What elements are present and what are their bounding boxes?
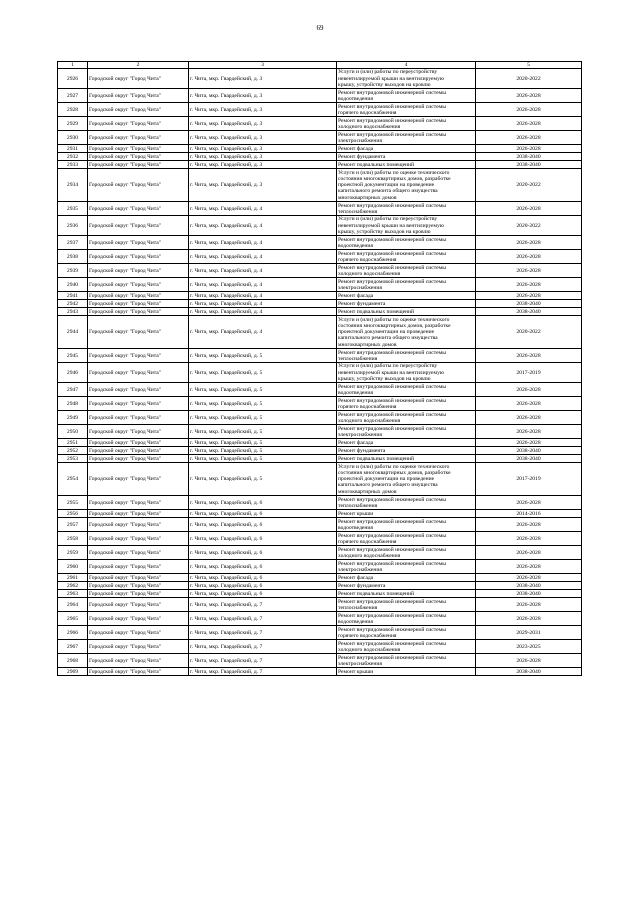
page-number: 69 xyxy=(316,24,324,32)
row-number-cell: 2936 xyxy=(58,216,88,236)
municipality-cell: Городской округ "Город Чита" xyxy=(88,69,189,89)
period-cell: 2026-2028 xyxy=(476,532,582,546)
work-type-cell: Ремонт крыши xyxy=(337,510,476,518)
period-cell: 2038-2040 xyxy=(476,582,582,590)
column-header: 4 xyxy=(337,62,476,69)
table-row xyxy=(58,439,582,447)
period-cell: 2026-2028 xyxy=(476,598,582,612)
row-number-cell: 2969 xyxy=(58,668,88,676)
table-row xyxy=(58,546,582,560)
row-number-cell: 2944 xyxy=(58,316,88,349)
table-row xyxy=(58,145,582,153)
address-cell: г. Чита, мкр. Гвардейский, д. 4 xyxy=(189,308,337,316)
address-cell: г. Чита, мкр. Гвардейский, д. 4 xyxy=(189,264,337,278)
work-type-cell: Ремонт фундамента xyxy=(337,300,476,308)
municipality-cell: Городской округ "Город Чита" xyxy=(88,518,189,532)
period-cell: 2029-2031 xyxy=(476,626,582,640)
municipality-cell: Городской округ "Город Чита" xyxy=(88,668,189,676)
row-number-cell: 2949 xyxy=(58,411,88,425)
period-cell: 2026-2028 xyxy=(476,518,582,532)
table-row xyxy=(58,590,582,598)
address-cell: г. Чита, мкр. Гвардейский, д. 3 xyxy=(189,161,337,169)
work-type-cell: Ремонт внутридомовой инженерной системы горячего водоснабжения xyxy=(337,397,476,411)
address-cell: г. Чита, мкр. Гвардейский, д. 5 xyxy=(189,411,337,425)
row-number-cell: 2937 xyxy=(58,236,88,250)
table-row xyxy=(58,278,582,292)
period-cell: 2026-2028 xyxy=(476,292,582,300)
table-row xyxy=(58,612,582,626)
work-type-cell: Ремонт внутридомовой инженерной системы холодного водоснабжения xyxy=(337,411,476,425)
address-cell: г. Чита, мкр. Гвардейский, д. 4 xyxy=(189,202,337,216)
period-cell: 2020-2022 xyxy=(476,216,582,236)
period-cell: 2026-2028 xyxy=(476,145,582,153)
address-cell: г. Чита, мкр. Гвардейский, д. 6 xyxy=(189,510,337,518)
row-number-cell: 2958 xyxy=(58,532,88,546)
period-cell: 2038-2040 xyxy=(476,447,582,455)
work-type-cell: Ремонт внутридомовой инженерной системы водоотведения xyxy=(337,612,476,626)
address-cell: г. Чита, мкр. Гвардейский, д. 5 xyxy=(189,447,337,455)
work-type-cell: Услуги и (или) работы по оценке технического состояния многоквартирных домов, разработке проектной документации на проведение капитального ремонта общего имущества многоквартирных домов xyxy=(337,463,476,496)
period-cell: 2026-2028 xyxy=(476,250,582,264)
period-cell: 2017-2019 xyxy=(476,363,582,383)
work-type-cell: Ремонт подвальных помещений xyxy=(337,590,476,598)
work-type-cell: Ремонт внутридомовой инженерной системы электроснабжения xyxy=(337,560,476,574)
table-row xyxy=(58,292,582,300)
work-type-cell: Ремонт подвальных помещений xyxy=(337,455,476,463)
work-type-cell: Ремонт фасада xyxy=(337,574,476,582)
row-number-cell: 2932 xyxy=(58,153,88,161)
work-type-cell: Ремонт внутридомовой инженерной системы холодного водоснабжения xyxy=(337,546,476,560)
row-number-cell: 2952 xyxy=(58,447,88,455)
table-row xyxy=(58,560,582,574)
table-row xyxy=(58,455,582,463)
period-cell: 2026-2028 xyxy=(476,612,582,626)
row-number-cell: 2947 xyxy=(58,383,88,397)
work-type-cell: Ремонт внутридомовой инженерной системы горячего водоснабжения xyxy=(337,626,476,640)
period-cell: 2026-2028 xyxy=(476,439,582,447)
address-cell: г. Чита, мкр. Гвардейский, д. 6 xyxy=(189,532,337,546)
row-number-cell: 2927 xyxy=(58,89,88,103)
table-row xyxy=(58,131,582,145)
row-number-cell: 2951 xyxy=(58,439,88,447)
table-row xyxy=(58,316,582,349)
period-cell: 2026-2028 xyxy=(476,103,582,117)
period-cell: 2026-2028 xyxy=(476,496,582,510)
municipality-cell: Городской округ "Город Чита" xyxy=(88,383,189,397)
column-header: 5 xyxy=(476,62,582,69)
period-cell: 2038-2040 xyxy=(476,308,582,316)
repair-program-table xyxy=(57,61,582,676)
municipality-cell: Городской округ "Город Чита" xyxy=(88,439,189,447)
period-cell: 2026-2028 xyxy=(476,411,582,425)
period-cell: 2017-2019 xyxy=(476,463,582,496)
address-cell: г. Чита, мкр. Гвардейский, д. 4 xyxy=(189,216,337,236)
work-type-cell: Ремонт внутридомовой инженерной системы электроснабжения xyxy=(337,425,476,439)
period-cell: 2026-2028 xyxy=(476,349,582,363)
address-cell: г. Чита, мкр. Гвардейский, д. 5 xyxy=(189,349,337,363)
period-cell: 2026-2028 xyxy=(476,89,582,103)
table-row xyxy=(58,496,582,510)
address-cell: г. Чита, мкр. Гвардейский, д. 6 xyxy=(189,496,337,510)
period-cell: 2038-2040 xyxy=(476,590,582,598)
municipality-cell: Городской округ "Город Чита" xyxy=(88,300,189,308)
municipality-cell: Городской округ "Город Чита" xyxy=(88,145,189,153)
work-type-cell: Услуги и (или) работы по переустройству невентилируемой крыши на вентилируемую крышу, устройству выходов на кровлю xyxy=(337,363,476,383)
period-cell: 2038-2040 xyxy=(476,455,582,463)
work-type-cell: Ремонт подвальных помещений xyxy=(337,161,476,169)
municipality-cell: Городской округ "Город Чита" xyxy=(88,169,189,202)
municipality-cell: Городской округ "Город Чита" xyxy=(88,455,189,463)
municipality-cell: Городской округ "Город Чита" xyxy=(88,425,189,439)
address-cell: г. Чита, мкр. Гвардейский, д. 5 xyxy=(189,455,337,463)
address-cell: г. Чита, мкр. Гвардейский, д. 4 xyxy=(189,250,337,264)
table-row xyxy=(58,161,582,169)
work-type-cell: Ремонт фундамента xyxy=(337,447,476,455)
table-row xyxy=(58,236,582,250)
municipality-cell: Городской округ "Город Чита" xyxy=(88,510,189,518)
work-type-cell: Ремонт внутридомовой инженерной системы электроснабжения xyxy=(337,278,476,292)
table-row xyxy=(58,117,582,131)
period-cell: 2026-2028 xyxy=(476,131,582,145)
municipality-cell: Городской округ "Город Чита" xyxy=(88,546,189,560)
municipality-cell: Городской округ "Город Чита" xyxy=(88,397,189,411)
table-row xyxy=(58,411,582,425)
column-header: 1 xyxy=(58,62,88,69)
table-body xyxy=(58,69,582,676)
period-cell: 2026-2028 xyxy=(476,654,582,668)
period-cell: 2026-2028 xyxy=(476,117,582,131)
municipality-cell: Городской округ "Город Чита" xyxy=(88,117,189,131)
table-row xyxy=(58,383,582,397)
row-number-cell: 2959 xyxy=(58,546,88,560)
row-number-cell: 2940 xyxy=(58,278,88,292)
municipality-cell: Городской округ "Город Чита" xyxy=(88,590,189,598)
address-cell: г. Чита, мкр. Гвардейский, д. 4 xyxy=(189,292,337,300)
row-number-cell: 2933 xyxy=(58,161,88,169)
address-cell: г. Чита, мкр. Гвардейский, д. 4 xyxy=(189,236,337,250)
address-cell: г. Чита, мкр. Гвардейский, д. 7 xyxy=(189,598,337,612)
address-cell: г. Чита, мкр. Гвардейский, д. 7 xyxy=(189,612,337,626)
work-type-cell: Ремонт крыши xyxy=(337,668,476,676)
municipality-cell: Городской округ "Город Чита" xyxy=(88,250,189,264)
table-row xyxy=(58,532,582,546)
work-type-cell: Ремонт внутридомовой инженерной системы холодного водоснабжения xyxy=(337,640,476,654)
period-cell: 2026-2028 xyxy=(476,546,582,560)
municipality-cell: Городской округ "Город Чита" xyxy=(88,236,189,250)
row-number-cell: 2950 xyxy=(58,425,88,439)
row-number-cell: 2931 xyxy=(58,145,88,153)
row-number-cell: 2956 xyxy=(58,510,88,518)
municipality-cell: Городской округ "Город Чита" xyxy=(88,264,189,278)
row-number-cell: 2935 xyxy=(58,202,88,216)
period-cell: 2026-2028 xyxy=(476,236,582,250)
municipality-cell: Городской округ "Город Чита" xyxy=(88,582,189,590)
municipality-cell: Городской округ "Город Чита" xyxy=(88,532,189,546)
municipality-cell: Городской округ "Город Чита" xyxy=(88,349,189,363)
period-cell: 2026-2028 xyxy=(476,574,582,582)
table-row xyxy=(58,308,582,316)
address-cell: г. Чита, мкр. Гвардейский, д. 6 xyxy=(189,590,337,598)
table-row xyxy=(58,264,582,278)
address-cell: г. Чита, мкр. Гвардейский, д. 5 xyxy=(189,439,337,447)
work-type-cell: Ремонт внутридомовой инженерной системы горячего водоснабжения xyxy=(337,103,476,117)
work-type-cell: Ремонт внутридомовой инженерной системы водоотведения xyxy=(337,383,476,397)
address-cell: г. Чита, мкр. Гвардейский, д. 3 xyxy=(189,69,337,89)
table-row xyxy=(58,518,582,532)
address-cell: г. Чита, мкр. Гвардейский, д. 3 xyxy=(189,117,337,131)
table-row xyxy=(58,640,582,654)
address-cell: г. Чита, мкр. Гвардейский, д. 3 xyxy=(189,153,337,161)
row-number-cell: 2966 xyxy=(58,626,88,640)
address-cell: г. Чита, мкр. Гвардейский, д. 4 xyxy=(189,316,337,349)
municipality-cell: Городской округ "Город Чита" xyxy=(88,654,189,668)
table-row xyxy=(58,510,582,518)
row-number-cell: 2965 xyxy=(58,612,88,626)
work-type-cell: Ремонт фундамента xyxy=(337,153,476,161)
address-cell: г. Чита, мкр. Гвардейский, д. 7 xyxy=(189,640,337,654)
address-cell: г. Чита, мкр. Гвардейский, д. 3 xyxy=(189,145,337,153)
table-row xyxy=(58,626,582,640)
address-cell: г. Чита, мкр. Гвардейский, д. 3 xyxy=(189,169,337,202)
work-type-cell: Ремонт фасада xyxy=(337,439,476,447)
work-type-cell: Ремонт внутридомовой инженерной системы водоотведения xyxy=(337,236,476,250)
table-row xyxy=(58,169,582,202)
address-cell: г. Чита, мкр. Гвардейский, д. 6 xyxy=(189,518,337,532)
work-type-cell: Услуги и (или) работы по оценке технического состояния многоквартирных домов, разработке проектной документации на проведение капитального ремонта общего имущества многоквартирных домов xyxy=(337,169,476,202)
work-type-cell: Ремонт внутридомовой инженерной системы холодного водоснабжения xyxy=(337,264,476,278)
municipality-cell: Городской округ "Город Чита" xyxy=(88,316,189,349)
address-cell: г. Чита, мкр. Гвардейский, д. 5 xyxy=(189,383,337,397)
row-number-cell: 2953 xyxy=(58,455,88,463)
period-cell: 2020-2022 xyxy=(476,169,582,202)
address-cell: г. Чита, мкр. Гвардейский, д. 5 xyxy=(189,425,337,439)
period-cell: 2026-2028 xyxy=(476,397,582,411)
work-type-cell: Ремонт внутридомовой инженерной системы теплоснабжения xyxy=(337,496,476,510)
address-cell: г. Чита, мкр. Гвардейский, д. 5 xyxy=(189,363,337,383)
table-row xyxy=(58,216,582,236)
table-row xyxy=(58,349,582,363)
work-type-cell: Услуги и (или) работы по переустройству невентилируемой крыши на вентилируемую крышу, устройству выходов на кровлю xyxy=(337,216,476,236)
table-row xyxy=(58,397,582,411)
address-cell: г. Чита, мкр. Гвардейский, д. 7 xyxy=(189,668,337,676)
table-row xyxy=(58,250,582,264)
address-cell: г. Чита, мкр. Гвардейский, д. 5 xyxy=(189,397,337,411)
table-row xyxy=(58,363,582,383)
work-type-cell: Ремонт фасада xyxy=(337,292,476,300)
column-header: 2 xyxy=(88,62,189,69)
row-number-cell: 2964 xyxy=(58,598,88,612)
table-header-row xyxy=(58,62,582,69)
period-cell: 2038-2040 xyxy=(476,161,582,169)
municipality-cell: Городской округ "Город Чита" xyxy=(88,411,189,425)
row-number-cell: 2943 xyxy=(58,308,88,316)
table-row xyxy=(58,89,582,103)
address-cell: г. Чита, мкр. Гвардейский, д. 6 xyxy=(189,574,337,582)
address-cell: г. Чита, мкр. Гвардейский, д. 7 xyxy=(189,654,337,668)
row-number-cell: 2939 xyxy=(58,264,88,278)
row-number-cell: 2929 xyxy=(58,117,88,131)
table-row xyxy=(58,654,582,668)
period-cell: 2026-2028 xyxy=(476,425,582,439)
municipality-cell: Городской округ "Город Чита" xyxy=(88,447,189,455)
address-cell: г. Чита, мкр. Гвардейский, д. 7 xyxy=(189,626,337,640)
municipality-cell: Городской округ "Город Чита" xyxy=(88,560,189,574)
row-number-cell: 2926 xyxy=(58,69,88,89)
period-cell: 2038-2040 xyxy=(476,668,582,676)
work-type-cell: Ремонт фасада xyxy=(337,145,476,153)
row-number-cell: 2955 xyxy=(58,496,88,510)
table-row xyxy=(58,574,582,582)
work-type-cell: Услуги и (или) работы по оценке технического состояния многоквартирных домов, разработке проектной документации на проведение капитального ремонта общего имущества многоквартирных домов xyxy=(337,316,476,349)
period-cell: 2038-2040 xyxy=(476,153,582,161)
work-type-cell: Ремонт внутридомовой инженерной системы горячего водоснабжения xyxy=(337,250,476,264)
address-cell: г. Чита, мкр. Гвардейский, д. 3 xyxy=(189,103,337,117)
row-number-cell: 2968 xyxy=(58,654,88,668)
row-number-cell: 2948 xyxy=(58,397,88,411)
work-type-cell: Ремонт внутридомовой инженерной системы холодного водоснабжения xyxy=(337,117,476,131)
municipality-cell: Городской округ "Город Чита" xyxy=(88,574,189,582)
row-number-cell: 2946 xyxy=(58,363,88,383)
municipality-cell: Городской округ "Город Чита" xyxy=(88,640,189,654)
municipality-cell: Городской округ "Город Чита" xyxy=(88,103,189,117)
municipality-cell: Городской округ "Город Чита" xyxy=(88,463,189,496)
row-number-cell: 2928 xyxy=(58,103,88,117)
row-number-cell: 2967 xyxy=(58,640,88,654)
municipality-cell: Городской округ "Город Чита" xyxy=(88,278,189,292)
work-type-cell: Ремонт подвальных помещений xyxy=(337,308,476,316)
table-row xyxy=(58,582,582,590)
municipality-cell: Городской округ "Город Чита" xyxy=(88,363,189,383)
municipality-cell: Городской округ "Город Чита" xyxy=(88,292,189,300)
row-number-cell: 2960 xyxy=(58,560,88,574)
row-number-cell: 2963 xyxy=(58,590,88,598)
work-type-cell: Ремонт внутридомовой инженерной системы водоотведения xyxy=(337,518,476,532)
row-number-cell: 2957 xyxy=(58,518,88,532)
table-row xyxy=(58,598,582,612)
row-number-cell: 2934 xyxy=(58,169,88,202)
municipality-cell: Городской округ "Город Чита" xyxy=(88,202,189,216)
address-cell: г. Чита, мкр. Гвардейский, д. 6 xyxy=(189,560,337,574)
municipality-cell: Городской округ "Город Чита" xyxy=(88,496,189,510)
period-cell: 2014-2016 xyxy=(476,510,582,518)
work-type-cell: Ремонт фундамента xyxy=(337,582,476,590)
municipality-cell: Городской округ "Город Чита" xyxy=(88,153,189,161)
work-type-cell: Ремонт внутридомовой инженерной системы теплоснабжения xyxy=(337,598,476,612)
row-number-cell: 2942 xyxy=(58,300,88,308)
table-row xyxy=(58,463,582,496)
address-cell: г. Чита, мкр. Гвардейский, д. 5 xyxy=(189,463,337,496)
period-cell: 2026-2028 xyxy=(476,202,582,216)
table-row xyxy=(58,300,582,308)
period-cell: 2026-2028 xyxy=(476,560,582,574)
table-row xyxy=(58,103,582,117)
address-cell: г. Чита, мкр. Гвардейский, д. 6 xyxy=(189,546,337,560)
municipality-cell: Городской округ "Город Чита" xyxy=(88,161,189,169)
table-row xyxy=(58,425,582,439)
municipality-cell: Городской округ "Город Чита" xyxy=(88,89,189,103)
period-cell: 2026-2028 xyxy=(476,278,582,292)
address-cell: г. Чита, мкр. Гвардейский, д. 6 xyxy=(189,582,337,590)
municipality-cell: Городской округ "Город Чита" xyxy=(88,131,189,145)
table-row xyxy=(58,153,582,161)
municipality-cell: Городской округ "Город Чита" xyxy=(88,612,189,626)
work-type-cell: Ремонт внутридомовой инженерной системы теплоснабжения xyxy=(337,349,476,363)
address-cell: г. Чита, мкр. Гвардейский, д. 3 xyxy=(189,89,337,103)
period-cell: 2023-2025 xyxy=(476,640,582,654)
row-number-cell: 2938 xyxy=(58,250,88,264)
table-row xyxy=(58,447,582,455)
period-cell: 2026-2028 xyxy=(476,264,582,278)
period-cell: 2038-2040 xyxy=(476,300,582,308)
period-cell: 2020-2022 xyxy=(476,316,582,349)
table-row xyxy=(58,69,582,89)
column-header: 3 xyxy=(189,62,337,69)
row-number-cell: 2961 xyxy=(58,574,88,582)
row-number-cell: 2954 xyxy=(58,463,88,496)
address-cell: г. Чита, мкр. Гвардейский, д. 4 xyxy=(189,278,337,292)
municipality-cell: Городской округ "Город Чита" xyxy=(88,598,189,612)
municipality-cell: Городской округ "Город Чита" xyxy=(88,216,189,236)
period-cell: 2020-2022 xyxy=(476,69,582,89)
address-cell: г. Чита, мкр. Гвардейский, д. 4 xyxy=(189,300,337,308)
table-row xyxy=(58,668,582,676)
address-cell: г. Чита, мкр. Гвардейский, д. 3 xyxy=(189,131,337,145)
table-row xyxy=(58,202,582,216)
work-type-cell: Ремонт внутридомовой инженерной системы теплоснабжения xyxy=(337,202,476,216)
period-cell: 2026-2028 xyxy=(476,383,582,397)
row-number-cell: 2945 xyxy=(58,349,88,363)
work-type-cell: Ремонт внутридомовой инженерной системы горячего водоснабжения xyxy=(337,532,476,546)
work-type-cell: Ремонт внутридомовой инженерной системы водоотведения xyxy=(337,89,476,103)
row-number-cell: 2930 xyxy=(58,131,88,145)
row-number-cell: 2941 xyxy=(58,292,88,300)
work-type-cell: Услуги и (или) работы по переустройству невентилируемой крыши на вентилируемую крышу, устройству выходов на кровлю xyxy=(337,69,476,89)
row-number-cell: 2962 xyxy=(58,582,88,590)
work-type-cell: Ремонт внутридомовой инженерной системы электроснабжения xyxy=(337,654,476,668)
work-type-cell: Ремонт внутридомовой инженерной системы электроснабжения xyxy=(337,131,476,145)
municipality-cell: Городской округ "Город Чита" xyxy=(88,308,189,316)
municipality-cell: Городской округ "Город Чита" xyxy=(88,626,189,640)
